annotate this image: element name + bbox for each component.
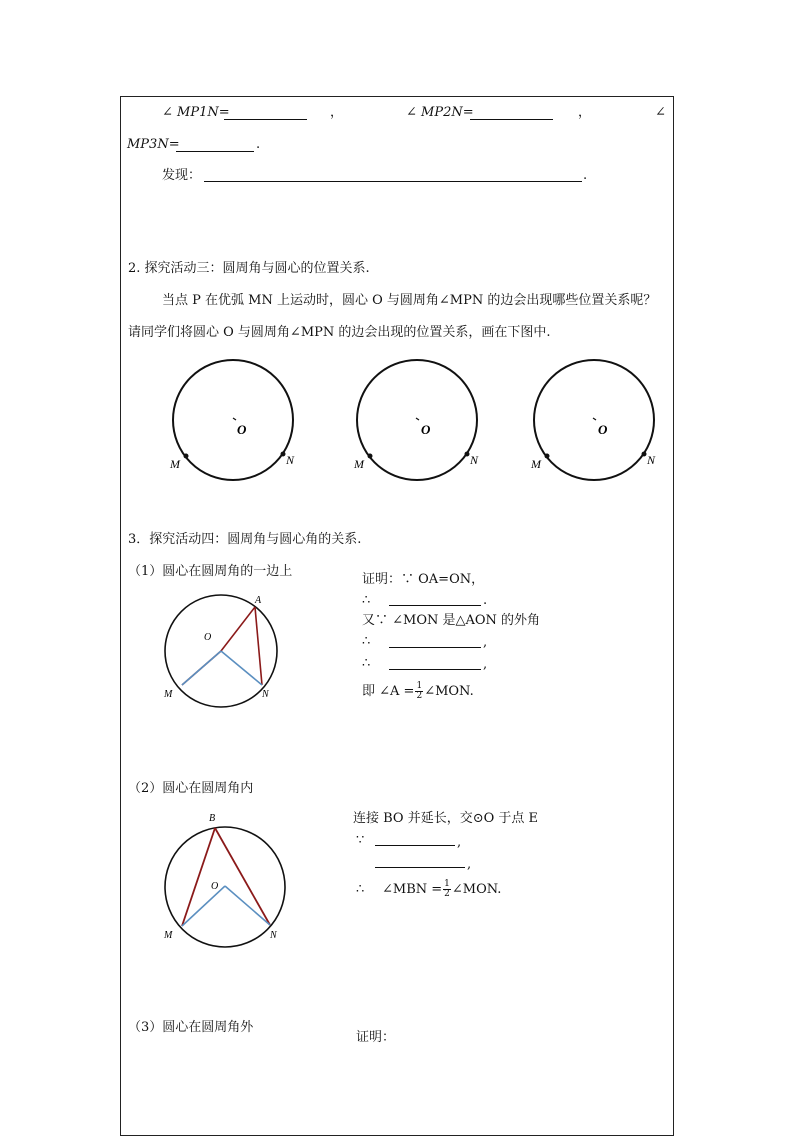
case2-blank-1[interactable] [375,832,455,846]
comma-2: ， [578,105,592,120]
case1-comma-2: , [483,657,488,672]
case2-comma-1: , [457,835,462,850]
case2-construction: 连接 BO 并延长，交⊙O 于点 E [353,811,539,826]
circle3-label-m: M [531,457,541,471]
case3-title: （3）圆心在圆周角外 [128,1020,254,1035]
case1-label-o: O [204,632,212,643]
case2-conclusion [382,880,501,899]
circle1-label-o: O [237,422,247,437]
case2-fraction [443,880,451,899]
case1-proof-line1: 证明：∵ OA=ON， [362,572,485,587]
case1-period: . [483,593,488,608]
discovery-period: . [583,168,588,183]
case2-label-b: B [209,813,216,824]
case1-therefore-2: ∴ [362,634,371,649]
angle-mp1n-label: ∠ MP1N= [162,105,230,120]
circle3-label-o: O [598,422,608,437]
case2-title: （2）圆心在圆周角内 [128,781,254,796]
angle-mp2n-label: ∠ MP2N= [406,105,474,120]
case1-label-n: N [262,689,269,700]
case3-proof-label: 证明： [356,1030,396,1045]
case1-label-a: A [255,595,262,606]
angle-mp3n-label: MP3N= [127,137,180,152]
circle2-label-o: O [421,422,431,437]
period-1: . [256,137,261,152]
case2-blank-2[interactable] [375,854,465,868]
comma-1: ， [330,105,344,120]
case1-exterior-angle: 又∵ ∠MON 是△AON 的外角 [362,613,541,628]
case1-title: （1）圆心在圆周角的一边上 [128,564,293,579]
activity3-question-line2: 请同学们将圆心 O 与圆周角∠MPN 的边会出现的位置关系，画在下图中. [128,325,551,340]
case2-comma-2: , [467,857,472,872]
case2-therefore: ∴ [356,882,365,897]
case2-frac-den: 2 [444,889,450,899]
discovery-label: 发现： [162,168,202,183]
case1-label-m: M [164,689,173,700]
case1-conclusion-prefix: 即 ∠A = [362,684,415,699]
case2-label-m: M [164,930,173,941]
case2-conclusion-suffix: ∠MON. [451,882,502,897]
case1-therefore-3: ∴ [362,656,371,671]
case1-conclusion-suffix: ∠MON. [424,684,474,699]
activity3-heading: 2. 探究活动三：圆周角与圆心的位置关系. [128,261,370,276]
case2-label-o: O [211,881,219,892]
circle2-label-n: N [470,453,479,467]
activity3-question-line1: 当点 P 在优弧 MN 上运动时，圆心 O 与圆周角∠MPN 的边会出现哪些位置关系呢？ [162,293,657,308]
circle3-label-n: N [647,453,656,467]
circle2-label-m: M [354,457,364,471]
case1-comma-1: , [483,635,488,650]
case2-because: ∵ [356,833,365,848]
case1-frac-den: 2 [416,691,423,701]
case2-frac-num: 1 [444,879,450,889]
case2-conclusion-prefix: ∠MBN = [382,882,443,897]
activity4-heading: 3．探究活动四：圆周角与圆心角的关系. [128,532,362,547]
case1-therefore-1: ∴ [362,593,371,608]
case2-label-n: N [270,930,277,941]
case1-frac-num: 1 [416,681,423,691]
circle1-label-m: M [170,457,180,471]
angle-mp3n-symbol: ∠ [655,105,666,120]
circle1-label-n: N [286,453,295,467]
